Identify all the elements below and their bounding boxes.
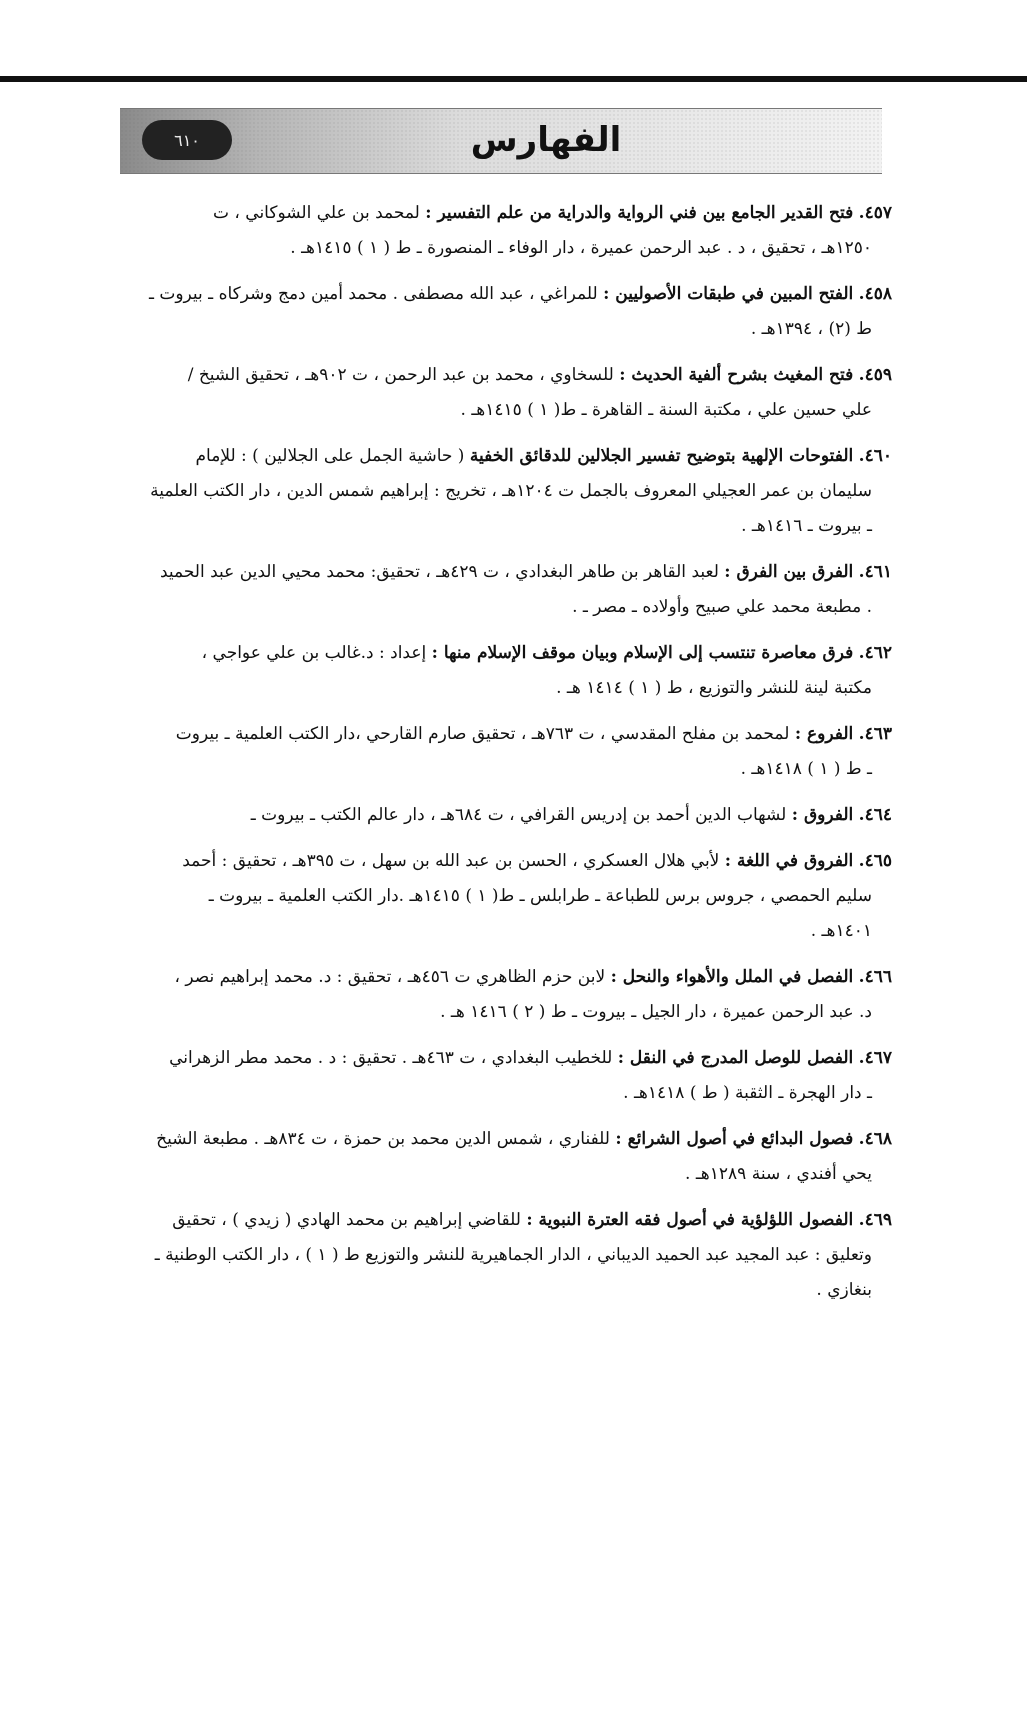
- entry-continuation-line: [126, 1273, 892, 1308]
- entry-number: ٤٦٨.: [858, 1129, 892, 1149]
- entry-text: وتعليق : عبد المجيد عبد الحميد الديباني ، الدار الجماهيرية للنشر والتوزيع ط ( ١ ) ، دار الكتب الوطنية ـ: [154, 1245, 872, 1265]
- entry-text: لمحمد بن مفلح المقدسي ، ت ٧٦٣هـ ، تحقيق صارم القارحي ،دار الكتب العلمية ـ بيروت: [175, 724, 790, 744]
- entry-title: فصول البدائع في أصول الشرائع :: [615, 1129, 854, 1149]
- entry-text: لابن حزم الظاهري ت ٤٥٦هـ ، تحقيق : د. محمد إبراهيم نصر ،: [174, 967, 606, 987]
- entry-text: بنغازي .: [816, 1280, 872, 1300]
- entry-continuation-line: [126, 474, 892, 509]
- entry-first-line: [126, 1203, 892, 1238]
- entry-number: ٤٦٤.: [858, 805, 892, 825]
- entry-first-line: [126, 1122, 892, 1157]
- entry-first-line: [126, 196, 892, 231]
- bibliography-entry: [126, 844, 892, 949]
- entry-continuation-line: [126, 509, 892, 544]
- bibliography-entry: [126, 358, 892, 428]
- entry-title: الفروق :: [791, 805, 854, 825]
- entry-text: لشهاب الدين أحمد بن إدريس القرافي ، ت ٦٨٤هـ ، دار عالم الكتب ـ بيروت ـ: [250, 805, 787, 825]
- entry-first-line: [126, 844, 892, 879]
- entry-title: الفروق في اللغة :: [724, 851, 854, 871]
- entry-continuation-line: [126, 312, 892, 347]
- entry-first-line: [126, 636, 892, 671]
- entry-continuation-line: [126, 914, 892, 949]
- top-rule: [0, 76, 1027, 82]
- entry-number: ٤٦٠.: [858, 446, 892, 466]
- entry-text: ١٤٠١هـ .: [810, 921, 872, 941]
- page-title: الفهارس: [470, 120, 622, 160]
- bibliography-entry: [126, 196, 892, 266]
- entry-text: علي حسين علي ، مكتبة السنة ـ القاهرة ـ ط( ١ ) ١٤١٥هـ .: [460, 400, 872, 420]
- entry-continuation-line: [126, 1238, 892, 1273]
- entry-text: ١٢٥٠هـ ، تحقيق ، د . عبد الرحمن عميرة ، دار الوفاء ـ المنصورة ـ ط ( ١ ) ١٤١٥هـ .: [290, 238, 872, 258]
- entry-text: للفناري ، شمس الدين محمد بن حمزة ، ت ٨٣٤هـ . مطبعة الشيخ: [156, 1129, 610, 1149]
- entry-text: للمراغي ، عبد الله مصطفى . محمد أمين دمج وشركاه ـ بيروت ـ: [148, 284, 598, 304]
- entry-text: مكتبة لينة للنشر والتوزيع ، ط ( ١ ) ١٤١٤ هـ .: [556, 678, 872, 698]
- entry-first-line: [126, 1041, 892, 1076]
- entry-number: ٤٦١.: [858, 562, 892, 582]
- entry-number: ٤٦٩.: [858, 1210, 892, 1230]
- entry-text: د. عبد الرحمن عميرة ، دار الجيل ـ بيروت ـ ط ( ٢ ) ١٤١٦ هـ .: [440, 1002, 872, 1022]
- entry-number: ٤٦٧.: [858, 1048, 892, 1068]
- entry-continuation-line: [126, 879, 892, 914]
- entry-continuation-line: [126, 1157, 892, 1192]
- entry-first-line: [126, 960, 892, 995]
- bibliography-entry: [126, 636, 892, 706]
- entry-text: لأبي هلال العسكري ، الحسن بن عبد الله بن سهل ، ت ٣٩٥هـ ، تحقيق : أحمد: [182, 851, 720, 871]
- entry-continuation-line: [126, 231, 892, 266]
- entry-title: الفتوحات الإلهية بتوضيح تفسير الجلالين للدقائق الخفية: [469, 446, 854, 466]
- entry-text: للقاضي إبراهيم بن محمد الهادي ( زيدي ) ، تحقيق: [172, 1210, 521, 1230]
- bibliography-list: [126, 196, 892, 1319]
- entry-continuation-line: [126, 1076, 892, 1111]
- entry-continuation-line: [126, 590, 892, 625]
- entry-first-line: [126, 277, 892, 312]
- bibliography-entry: [126, 798, 892, 833]
- entry-text: ـ بيروت ـ ١٤١٦هـ .: [741, 516, 872, 536]
- page-number-badge: ٦١٠: [142, 120, 232, 160]
- entry-title: فرق معاصرة تنتسب إلى الإسلام وبيان موقف الإسلام منها :: [431, 643, 854, 663]
- entry-number: ٤٦٦.: [858, 967, 892, 987]
- entry-text: للخطيب البغدادي ، ت ٤٦٣هـ . تحقيق : د . محمد مطر الزهراني: [169, 1048, 613, 1068]
- bibliography-entry: [126, 960, 892, 1030]
- entry-number: ٤٥٩.: [858, 365, 892, 385]
- entry-text: للسخاوي ، محمد بن عبد الرحمن ، ت ٩٠٢هـ ، تحقيق الشيخ /: [187, 365, 614, 385]
- bibliography-entry: [126, 439, 892, 544]
- entry-number: ٤٦٥.: [858, 851, 892, 871]
- entry-title: فتح المغيث بشرح ألفية الحديث :: [619, 365, 854, 385]
- entry-text: . مطبعة محمد علي صبيح وأولاده ـ مصر ـ .: [572, 597, 872, 617]
- entry-title: الفرق بين الفرق :: [724, 562, 854, 582]
- bibliography-entry: [126, 1203, 892, 1308]
- entry-number: ٤٦٣.: [858, 724, 892, 744]
- bibliography-entry: [126, 1122, 892, 1192]
- bibliography-entry: [126, 555, 892, 625]
- entry-text: ( حاشية الجمل على الجلالين ) : للإمام: [195, 446, 465, 466]
- entry-text: سليم الحمصي ، جروس برس للطباعة ـ طرابلس ـ ط( ١ ) ١٤١٥هـ .دار الكتب العلمية ـ بيروت ـ: [208, 886, 872, 906]
- entry-number: ٤٥٨.: [858, 284, 892, 304]
- entry-continuation-line: [126, 671, 892, 706]
- entry-continuation-line: [126, 393, 892, 428]
- entry-title: الفتح المبين في طبقات الأصوليين :: [603, 284, 854, 304]
- entry-text: ط (٢) ، ١٣٩٤هـ .: [750, 319, 872, 339]
- entry-first-line: [126, 439, 892, 474]
- entry-number: ٤٦٢.: [858, 643, 892, 663]
- entry-first-line: [126, 358, 892, 393]
- entry-text: إعداد : د.غالب بن علي عواجي ،: [201, 643, 427, 663]
- bibliography-entry: [126, 717, 892, 787]
- entry-text: يحي أفندي ، سنة ١٢٨٩هـ .: [685, 1164, 872, 1184]
- entry-title: الفصل للوصل المدرج في النقل :: [617, 1048, 854, 1068]
- entry-title: الفروع :: [794, 724, 854, 744]
- entry-continuation-line: [126, 995, 892, 1030]
- entry-title: الفصول اللؤلؤية في أصول فقه العترة النبوية :: [526, 1210, 854, 1230]
- entry-number: ٤٥٧.: [858, 203, 892, 223]
- bibliography-entry: [126, 277, 892, 347]
- bibliography-entry: [126, 1041, 892, 1111]
- entry-text: لعبد القاهر بن طاهر البغدادي ، ت ٤٢٩هـ ، تحقيق: محمد محيي الدين عبد الحميد: [159, 562, 719, 582]
- entry-first-line: [126, 798, 892, 833]
- entry-title: فتح القدير الجامع بين فني الرواية والدراية من علم التفسير :: [425, 203, 854, 223]
- entry-text: ـ ط ( ١ ) ١٤١٨هـ .: [740, 759, 872, 779]
- entry-first-line: [126, 717, 892, 752]
- entry-text: ـ دار الهجرة ـ الثقبة ( ط ) ١٤١٨هـ .: [623, 1083, 872, 1103]
- entry-continuation-line: [126, 752, 892, 787]
- entry-first-line: [126, 555, 892, 590]
- entry-text: سليمان بن عمر العجيلي المعروف بالجمل ت ١٢٠٤هـ ، تخريج : إبراهيم شمس الدين ، دار الكتب العلمية: [150, 481, 872, 501]
- entry-text: لمحمد بن علي الشوكاني ، ت: [212, 203, 420, 223]
- entry-title: الفصل في الملل والأهواء والنحل :: [610, 967, 854, 987]
